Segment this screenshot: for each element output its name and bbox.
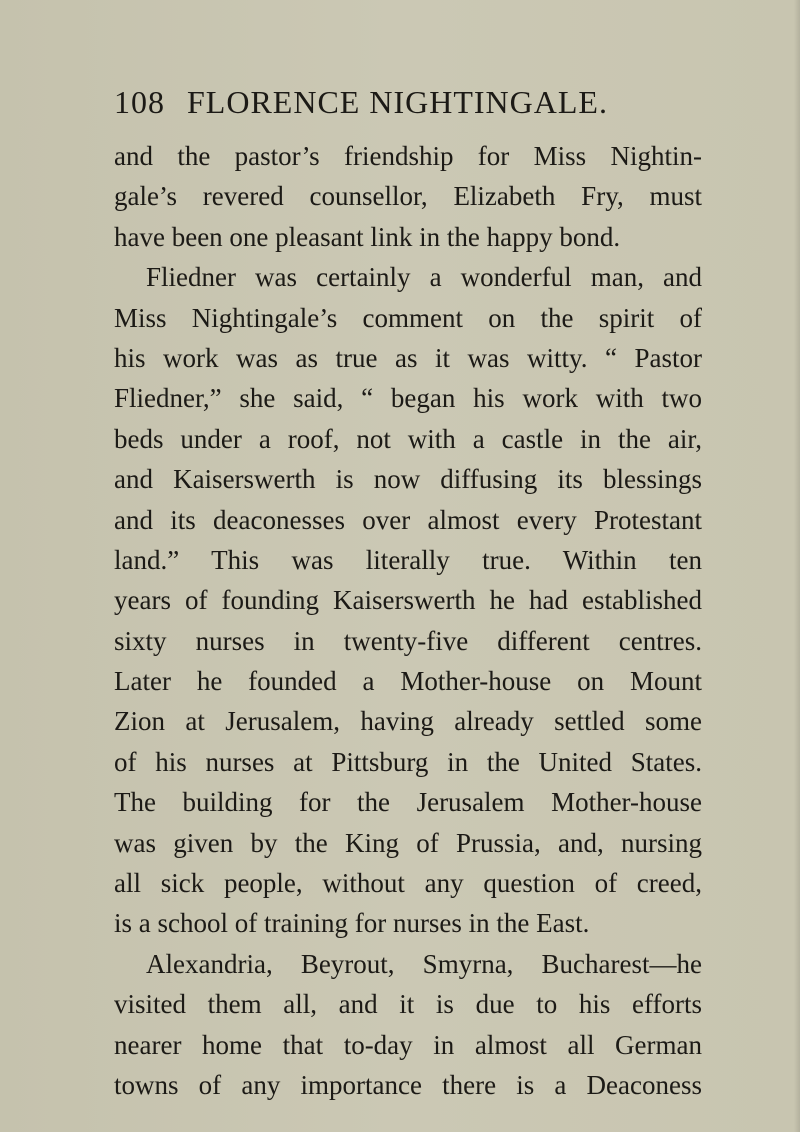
text-line: Fliedner was certainly a wonderful man, and: [146, 262, 702, 293]
page-edge-shadow: [794, 0, 800, 1132]
text-line: nearer home that to-day in almost all German: [114, 1029, 702, 1060]
text-line: of his nurses at Pittsburg in the United States.: [114, 746, 702, 777]
text-line: visited them all, and it is due to his efforts: [114, 989, 702, 1020]
text-line: years of founding Kaiserswerth he had established: [114, 585, 702, 616]
text-line: his work was as true as it was witty. “ Pastor: [114, 342, 702, 373]
text-line: beds under a roof, not with a castle in the air,: [114, 423, 702, 454]
text-line: and its deaconesses over almost every Protestant: [114, 504, 702, 535]
text-line: The building for the Jerusalem Mother-house: [114, 787, 702, 818]
text-line: land.” This was literally true. Within ten: [114, 544, 702, 575]
text-line: and Kaiserswerth is now diffusing its blessings: [114, 464, 702, 495]
body-text: [114, 136, 702, 1105]
page-number: 108: [114, 84, 165, 120]
text-line: was given by the King of Prussia, and, nursing: [114, 827, 702, 858]
text-line: Miss Nightingale’s comment on the spirit of: [114, 302, 702, 333]
text-line: all sick people, without any question of creed,: [114, 868, 702, 899]
text-line: sixty nurses in twenty-five different centres.: [114, 625, 702, 656]
text-line: have been one pleasant link in the happy bond.: [114, 221, 621, 252]
text-line: Later he founded a Mother-house on Mount: [114, 666, 702, 697]
running-head: [114, 80, 714, 124]
text-line: Alexandria, Beyrout, Smyrna, Bucharest—he: [146, 948, 702, 979]
text-line: and the pastor’s friendship for Miss Nightin-: [114, 141, 702, 171]
text-line: Zion at Jerusalem, having already settled some: [114, 706, 702, 737]
text-line: Fliedner,” she said, “ began his work with two: [114, 383, 702, 414]
text-line: gale’s revered counsellor, Elizabeth Fry, must: [114, 181, 702, 212]
text-line: is a school of training for nurses in the East.: [114, 908, 590, 939]
text-line: towns of any importance there is a Deaconess: [114, 1069, 702, 1100]
running-title: FLORENCE NIGHTINGALE.: [187, 84, 608, 120]
